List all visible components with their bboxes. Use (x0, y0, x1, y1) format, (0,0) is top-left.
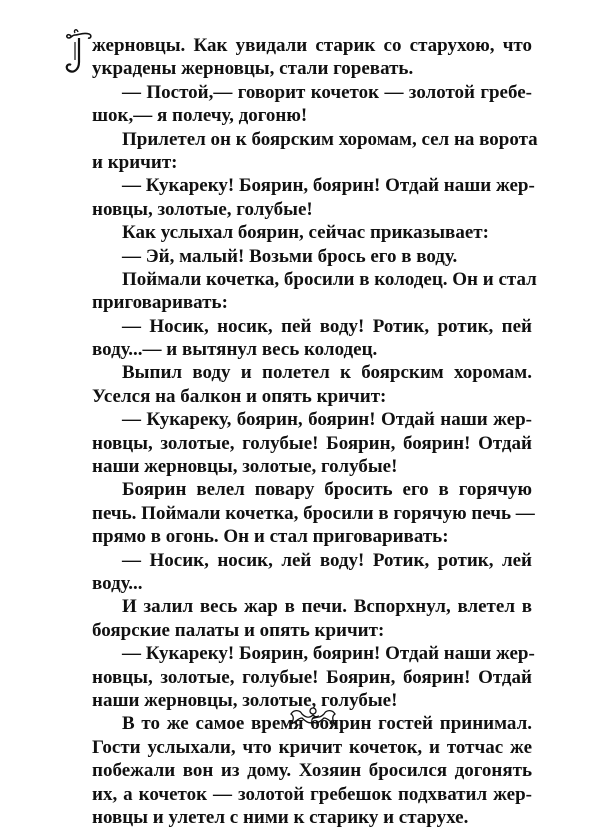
text-line: — Носик, носик, пей воду! Ротик, ротик, пей (122, 315, 532, 337)
ornamental-dropcap-icon (63, 28, 93, 76)
text-line: И залил весь жар в печи. Вспорхнул, влетел в (122, 596, 532, 618)
text-line: новцы, золотые, голубые! Боярин, боярин! Отдай (92, 666, 532, 688)
text-line: — Кукареку, боярин, боярин! Отдай наши жер- (122, 409, 532, 431)
text-line: Поймали кочетка, бросили в колодец. Он и стал (122, 268, 537, 290)
text-line: Прилетел он к боярским хоромам, сел на ворота (122, 128, 538, 150)
text-line: новцы и улетел с ними к старику и старухе. (92, 806, 469, 828)
text-line: их, а кочеток — золотой гребешок подхватил жер- (92, 783, 532, 805)
text-line: Боярин велел повару бросить его в горячую (122, 479, 532, 501)
text-line: побежали вон из дому. Хозяин бросился догонять (92, 760, 532, 782)
text-line: В то же самое время боярин гостей принимал. (122, 713, 532, 735)
text-line: украдены жерновцы, стали горевать. (92, 58, 414, 80)
text-line: Как услыхал боярин, сейчас приказывает: (122, 222, 489, 244)
text-line: боярские палаты и опять кричит: (92, 619, 385, 641)
text-line: шок,— я полечу, догоню! (92, 105, 308, 127)
text-line: — Кукареку! Боярин, боярин! Отдай наши жер- (122, 643, 535, 665)
text-line: наши жерновцы, золотые, голубые! (92, 456, 398, 478)
text-line: и кричит: (92, 151, 178, 173)
text-line: наши жерновцы, золотые, голубые! (92, 689, 398, 711)
tailpiece-ornament-icon (288, 704, 338, 728)
text-line: жерновцы. Как увидали старик со старухою, что (92, 35, 532, 56)
text-line: — Носик, носик, лей воду! Ротик, ротик, лей (122, 549, 532, 571)
text-line: новцы, золотые, голубые! (92, 198, 313, 220)
text-line: Уселся на балкон и опять кричит: (92, 385, 387, 407)
text-line: — Эй, малый! Возьми брось его в воду. (122, 245, 458, 267)
text-line: Гости услыхали, что кричит кочеток, и тотчас же (92, 736, 532, 758)
text-line: новцы, золотые, голубые! Боярин, боярин! Отдай (92, 432, 532, 454)
text-line: печь. Поймали кочетка, бросили в горячую печь — (92, 502, 535, 524)
text-line: воду... (92, 572, 143, 594)
text-line: прямо в огонь. Он и стал приговаривать: (92, 526, 449, 548)
text-line: — Постой,— говорит кочеток — золотой гребе- (122, 81, 532, 103)
text-line: воду...— и вытянул весь колодец. (92, 339, 378, 361)
text-line: Выпил воду и полетел к боярским хоромам. (122, 362, 532, 384)
text-line: приговаривать: (92, 292, 228, 314)
text-line: — Кукареку! Боярин, боярин! Отдай наши жер- (122, 175, 535, 197)
